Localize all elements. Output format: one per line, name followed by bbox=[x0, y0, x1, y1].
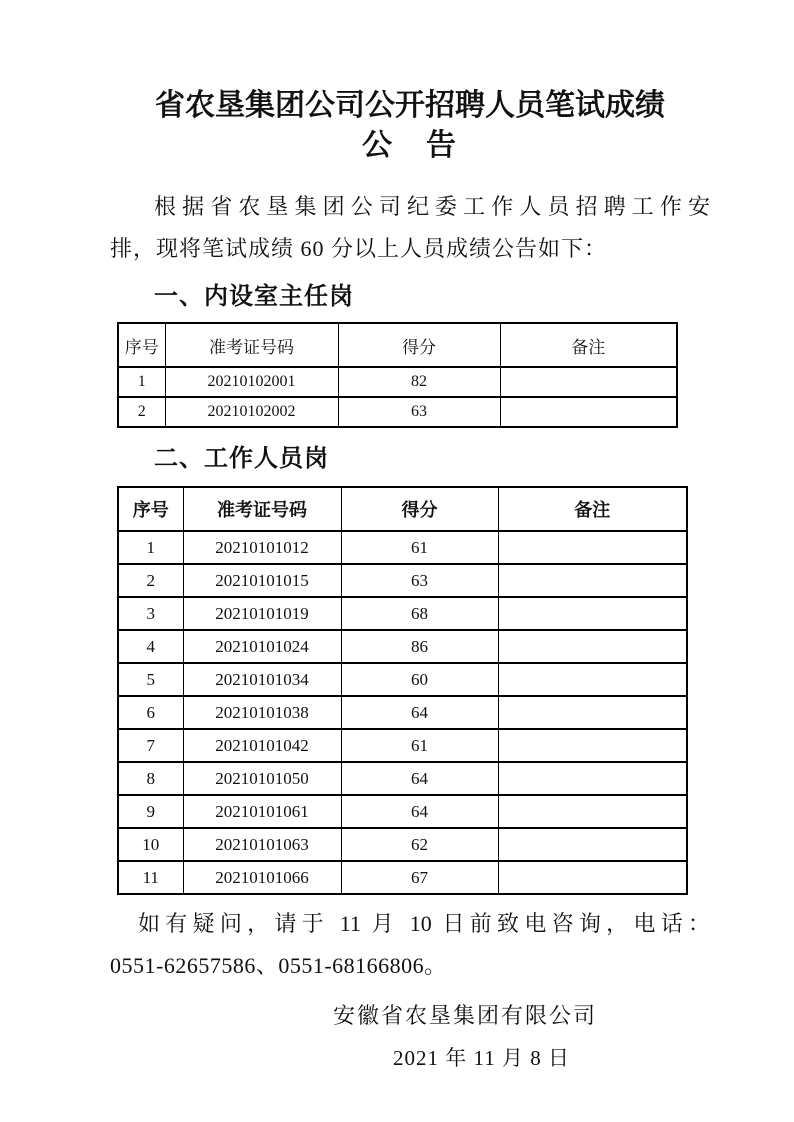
table-cell: 60 bbox=[341, 663, 498, 696]
table-cell bbox=[498, 597, 687, 630]
score-table-section-2 bbox=[117, 486, 688, 895]
table-cell bbox=[498, 663, 687, 696]
table-header-row bbox=[118, 323, 677, 367]
table-row bbox=[118, 861, 687, 894]
table-cell bbox=[498, 729, 687, 762]
page-title-line2: 公 告 bbox=[362, 129, 458, 162]
table-cell: 61 bbox=[341, 729, 498, 762]
table-cell bbox=[498, 762, 687, 795]
table-cell: 20210101038 bbox=[183, 696, 341, 729]
table-cell: 20210101050 bbox=[183, 762, 341, 795]
table-cell: 20210102001 bbox=[165, 367, 338, 397]
table-cell: 20210101012 bbox=[183, 531, 341, 564]
note-paragraph bbox=[110, 903, 710, 987]
table-row bbox=[118, 630, 687, 663]
table-cell: 64 bbox=[341, 762, 498, 795]
table-cell: 20210101066 bbox=[183, 861, 341, 894]
table-cell bbox=[498, 564, 687, 597]
table-row bbox=[118, 663, 687, 696]
note-line-2: 0551-62657586、0551-68166806。 bbox=[110, 953, 447, 978]
table-cell: 8 bbox=[118, 762, 183, 795]
table-row bbox=[118, 795, 687, 828]
table-row bbox=[118, 367, 677, 397]
signer-name: 安徽省农垦集团有限公司 bbox=[332, 1003, 597, 1028]
table-cell: 20210101034 bbox=[183, 663, 341, 696]
table-cell: 20210101015 bbox=[183, 564, 341, 597]
table-cell: 63 bbox=[338, 397, 500, 427]
column-header: 准考证号码 bbox=[183, 487, 341, 531]
table-cell: 61 bbox=[341, 531, 498, 564]
table-cell: 1 bbox=[118, 367, 165, 397]
column-header: 备注 bbox=[498, 487, 687, 531]
table-row bbox=[118, 564, 687, 597]
column-header: 序号 bbox=[118, 487, 183, 531]
table-cell: 82 bbox=[338, 367, 500, 397]
table-cell bbox=[498, 828, 687, 861]
table-cell bbox=[498, 696, 687, 729]
table-cell bbox=[500, 367, 677, 397]
table-cell: 62 bbox=[341, 828, 498, 861]
table-cell: 67 bbox=[341, 861, 498, 894]
intro-line-1: 根据省农垦集团公司纪委工作人员招聘工作安 bbox=[154, 194, 710, 219]
column-header: 得分 bbox=[341, 487, 498, 531]
intro-paragraph bbox=[110, 186, 710, 270]
score-table-section-1 bbox=[117, 322, 678, 428]
table-row bbox=[118, 597, 687, 630]
table-cell bbox=[498, 630, 687, 663]
table-cell: 6 bbox=[118, 696, 183, 729]
table-row bbox=[118, 762, 687, 795]
table-cell: 10 bbox=[118, 828, 183, 861]
table-cell: 64 bbox=[341, 795, 498, 828]
column-header: 备注 bbox=[500, 323, 677, 367]
table-cell: 64 bbox=[341, 696, 498, 729]
table-cell: 11 bbox=[118, 861, 183, 894]
section-heading-2: 二、工作人员岗 bbox=[154, 446, 329, 472]
table-cell: 63 bbox=[341, 564, 498, 597]
table-cell: 3 bbox=[118, 597, 183, 630]
table-cell: 68 bbox=[341, 597, 498, 630]
table-cell bbox=[498, 861, 687, 894]
table-cell: 20210102002 bbox=[165, 397, 338, 427]
intro-line-2: 排，现将笔试成绩 60 分以上人员成绩公告如下： bbox=[110, 236, 608, 261]
note-line-1: 如有疑问，请于 11 月 10 日前致电咨询，电话： bbox=[138, 911, 710, 936]
table-row bbox=[118, 397, 677, 427]
table-cell bbox=[498, 795, 687, 828]
table-cell: 2 bbox=[118, 397, 165, 427]
table-cell: 20210101019 bbox=[183, 597, 341, 630]
table-cell: 86 bbox=[341, 630, 498, 663]
table-cell bbox=[500, 397, 677, 427]
column-header: 得分 bbox=[338, 323, 500, 367]
table-row bbox=[118, 531, 687, 564]
table-cell: 9 bbox=[118, 795, 183, 828]
page-title: 省农垦集团公司公开招聘人员笔试成绩 bbox=[155, 89, 665, 122]
column-header: 准考证号码 bbox=[165, 323, 338, 367]
column-header: 序号 bbox=[118, 323, 165, 367]
table-row bbox=[118, 729, 687, 762]
table-cell: 20210101061 bbox=[183, 795, 341, 828]
table-cell: 2 bbox=[118, 564, 183, 597]
table-cell: 4 bbox=[118, 630, 183, 663]
table-header-row bbox=[118, 487, 687, 531]
table-cell: 1 bbox=[118, 531, 183, 564]
section-heading-1: 一、内设室主任岗 bbox=[154, 284, 354, 310]
publish-date: 2021 年 11 月 8 日 bbox=[393, 1046, 570, 1070]
table-cell: 20210101063 bbox=[183, 828, 341, 861]
table-row bbox=[118, 696, 687, 729]
table-row bbox=[118, 828, 687, 861]
table-cell: 5 bbox=[118, 663, 183, 696]
table-cell: 7 bbox=[118, 729, 183, 762]
table-cell bbox=[498, 531, 687, 564]
table-cell: 20210101042 bbox=[183, 729, 341, 762]
table-cell: 20210101024 bbox=[183, 630, 341, 663]
